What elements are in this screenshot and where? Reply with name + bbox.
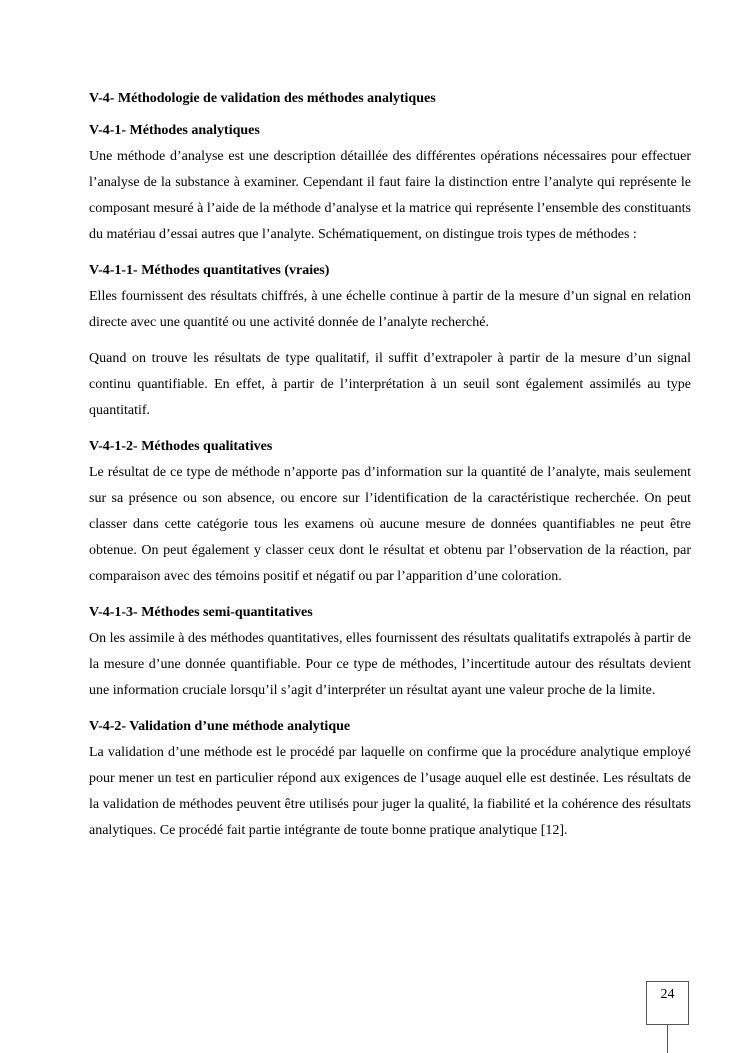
document-body	[89, 86, 691, 844]
section-heading: V-4- Méthodologie de validation des méthodes analytiques	[89, 91, 436, 106]
section-heading: V-4-1- Méthodes analytiques	[89, 123, 260, 138]
paragraph: La validation d’une méthode est le procédé par laquelle on confirme que la procédure analytique employé pour mener un test en particulier répond aux exigences de l’usage auquel elle est destinée. Les résultats de la validation de méthodes peuvent être utilisés pour juger la qualité, la fiabilité et la cohérence des résultats analytiques. Ce procédé fait partie intégrante de toute bonne pratique analytique [12].	[89, 745, 691, 838]
paragraph: Quand on trouve les résultats de type qualitatif, il suffit d’extrapoler à partir de la mesure d’un signal continu quantifiable. En effet, à partir de l’interprétation à un seuil sont également assimilés au type quantitatif.	[89, 351, 691, 418]
page-number-box	[646, 981, 689, 1025]
section-heading: V-4-1-2- Méthodes qualitatives	[89, 439, 273, 454]
paragraph: On les assimile à des méthodes quantitatives, elles fournissent des résultats qualitatifs extrapolés à partir de la mesure d’une donnée quantifiable. Pour ce type de méthodes, l’incertitude autour des résultats devient une information cruciale lorsqu’il s’agit d’interpréter un résultat ayant une valeur proche de la limite.	[89, 631, 691, 698]
page-number: 24	[660, 987, 675, 1002]
section-heading: V-4-1-1- Méthodes quantitatives (vraies)	[89, 263, 330, 278]
paragraph: Elles fournissent des résultats chiffrés, à une échelle continue à partir de la mesure d’un signal en relation directe avec une quantité ou une activité donnée de l’analyte recherché.	[89, 289, 691, 330]
section-heading: V-4-1-3- Méthodes semi-quantitatives	[89, 605, 313, 620]
section-heading: V-4-2- Validation d’une méthode analytique	[89, 719, 351, 734]
page-number-rule	[667, 1025, 668, 1053]
paragraph: Une méthode d’analyse est une description détaillée des différentes opérations nécessaires pour effectuer l’analyse de la substance à examiner. Cependant il faut faire la distinction entre l’analyte qui représente le composant mesuré à l’aide de la méthode d’analyse et la matrice qui représente l’ensemble des constituants du matériau d’essai autres que l’analyte. Schématiquement, on distingue trois types de méthodes :	[89, 149, 691, 242]
paragraph: Le résultat de ce type de méthode n’apporte pas d’information sur la quantité de l’analyte, mais seulement sur sa présence ou son absence, ou encore sur l’identification de la caractéristique recherchée. On peut classer dans cette catégorie tous les examens où aucune mesure de données quantifiables ne peut être obtenue. On peut également y classer ceux dont le résultat et obtenu par l’observation de la réaction, par comparaison avec des témoins positif et négatif ou par l’apparition d’une coloration.	[89, 465, 691, 584]
